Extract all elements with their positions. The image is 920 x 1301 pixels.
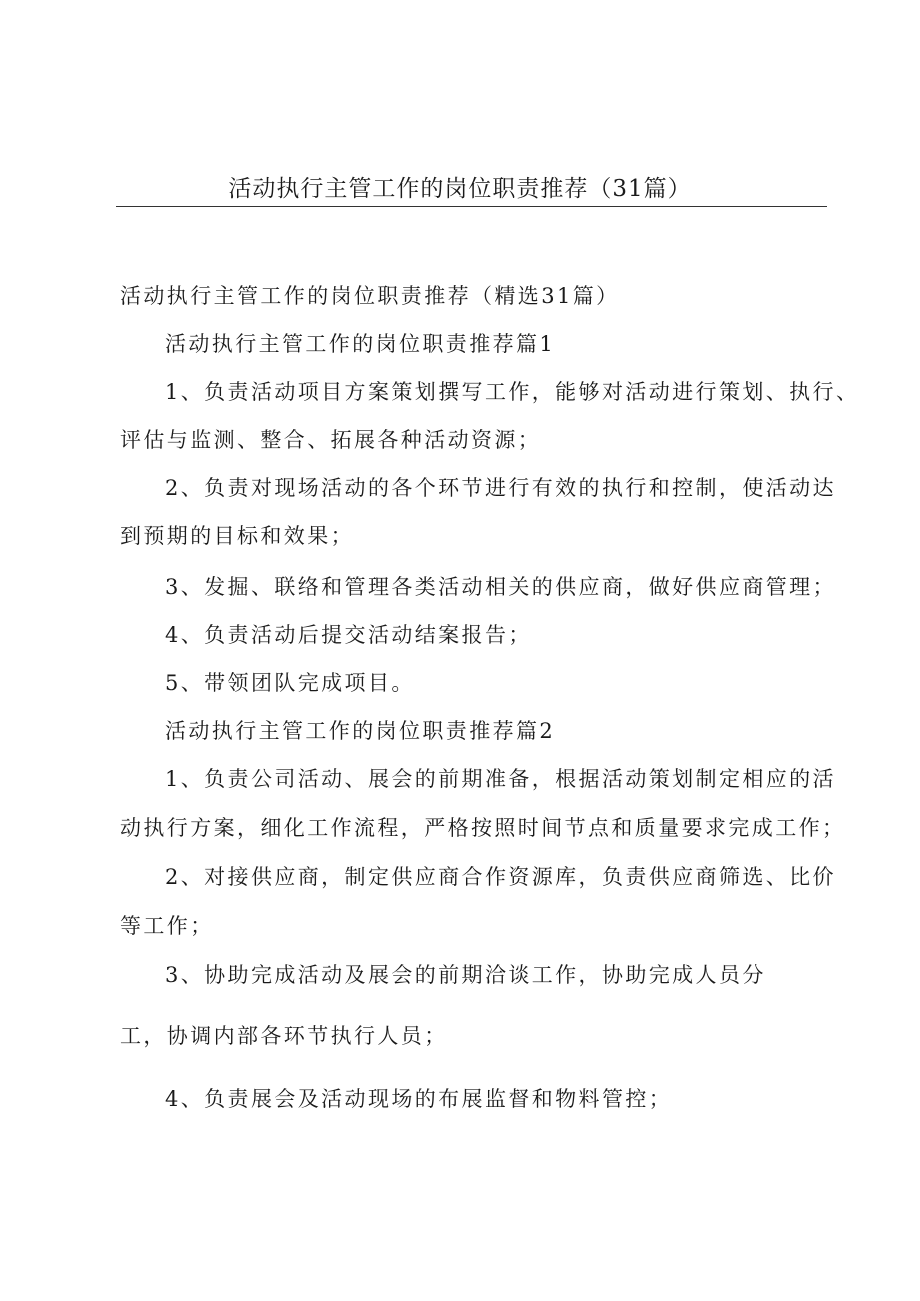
paragraph-line: 工，协调内部各环节执行人员；	[120, 1024, 448, 1048]
paragraph-line: 5、带领团队完成项目。	[165, 671, 415, 695]
document-title: 活动执行主管工作的岗位职责推荐（31篇）	[228, 176, 692, 202]
paragraph-line: 4、负责展会及活动现场的布展监督和物料管控；	[165, 1087, 673, 1111]
section-heading-1: 活动执行主管工作的岗位职责推荐篇1	[165, 332, 556, 356]
paragraph-line: 2、负责对现场活动的各个环节进行有效的执行和控制，使活动达	[165, 476, 836, 500]
paragraph-line: 等工作；	[120, 914, 214, 938]
paragraph-line: 3、发掘、联络和管理各类活动相关的供应商，做好供应商管理；	[165, 575, 836, 599]
title-underline	[116, 206, 827, 207]
paragraph-line: 4、负责活动后提交活动结案报告；	[165, 623, 532, 647]
paragraph-line: 3、协助完成活动及展会的前期洽谈工作，协助完成人员分	[165, 963, 766, 987]
paragraph-line: 1、负责公司活动、展会的前期准备，根据活动策划制定相应的活	[165, 767, 836, 791]
paragraph-line: 到预期的目标和效果；	[120, 524, 354, 548]
paragraph-line: 评估与监测、整合、拓展各种活动资源；	[120, 428, 542, 452]
section-heading-2: 活动执行主管工作的岗位职责推荐篇2	[165, 719, 556, 743]
paragraph-line: 1、负责活动项目方案策划撰写工作，能够对活动进行策划、执行、	[165, 380, 860, 404]
paragraph-line: 动执行方案，细化工作流程，严格按照时间节点和质量要求完成工作；	[120, 816, 846, 840]
paragraph-line: 2、对接供应商，制定供应商合作资源库，负责供应商筛选、比价	[165, 865, 836, 889]
subtitle-line: 活动执行主管工作的岗位职责推荐（精选31篇）	[120, 284, 620, 308]
